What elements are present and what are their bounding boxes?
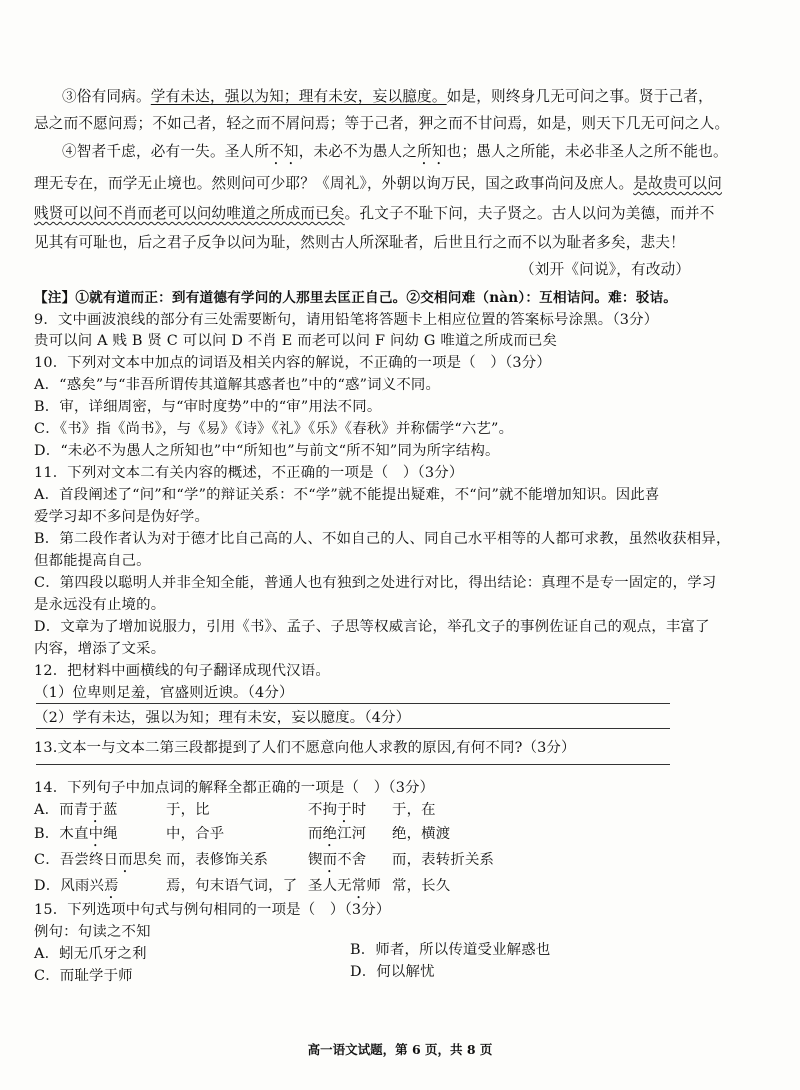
option-letter: A． [34, 802, 60, 818]
sentence-part: 而青 [59, 802, 89, 818]
question-15-example: 例句：句读之不知 [34, 924, 151, 940]
q14-option-c [34, 848, 162, 876]
q14-option-b [34, 822, 118, 850]
sentence-part: 蓝 [102, 802, 118, 818]
dotted-word: 而 [322, 852, 338, 868]
passage-text: 如是，则终身几无可问之事。贤于己者， [446, 88, 713, 105]
wavy-underlined-text: 贱贤可以问不肖而老可以问幼唯道之所成而已矣 [34, 205, 345, 222]
dotted-word: 所知 [417, 143, 447, 160]
sentence-part: 时 [351, 802, 367, 818]
q14-c-gloss-1: 而，表修饰关系 [166, 852, 269, 868]
question-11-option-d-cont: 内容，增添了文采。 [34, 641, 166, 657]
sentence-part: 吾尝终日 [59, 852, 119, 868]
question-11-option-b: B．第二段作者认为对于德才比自己高的人、不如自己的人、同自己水平相等的人都可求教，虽然收获相异， [34, 531, 731, 547]
sentence-part: 师 [366, 878, 381, 894]
annotation-note: 【注】①就有道而正：到有道德有学问的人那里去匡正自己。②交相问难（nàn）：互相诘问。难：驳诘。 [34, 290, 678, 306]
passage-line-2: 忌之而不愿问焉；不如己者，轻之而不屑问焉；等于己者，狎之而不甘问焉，如是，则天下几无可问之人。 [34, 115, 730, 132]
question-11-option-a: A．首段阐述了“问”和“学”的辩证关系：不“学”就不能提出疑难，不“问”就不能增加知识。因此喜 [34, 487, 660, 503]
question-11-option-a-cont: 爱学习却不多问是伪好学。 [34, 509, 210, 525]
passage-line-4 [34, 172, 722, 193]
dotted-word: 绝 [322, 826, 338, 842]
dotted-word: 而 [118, 852, 133, 868]
question-9: 9．文中画波浪线的部分有三处需要断句，请用铅笔将答题卡上相应位置的答案标号涂黑。（3分） [34, 312, 659, 328]
answer-line[interactable] [36, 764, 670, 765]
question-12-part-1: （1）位卑则足羞，官盛则近谀。（4分） [34, 685, 294, 701]
dotted-word: 于 [337, 802, 352, 818]
question-12: 12．把材料中画横线的句子翻译成现代汉语。 [34, 663, 330, 679]
question-10-option-b: B．审，详细周密，与“审时度势”中的“审”用法不同。 [34, 399, 382, 415]
question-15-option-d: D．何以解忧 [350, 964, 435, 980]
question-14: 14．下列句子中加点词的解释全都正确的一项是（ ）（3分） [34, 780, 435, 796]
passage-text: 也；愚人之所能，未必非圣人之所不能也。 [446, 143, 728, 160]
question-15-option-a: A．蚓无爪牙之利 [34, 946, 147, 962]
question-10: 10．下列对文本中加点的词语及相关内容的解说，不正确的一项是（ ）（3分） [34, 355, 551, 371]
dotted-word: 不知 [269, 143, 299, 160]
passage-text: 理无专在，而学无止境也。然则问可少耶？《周礼》，外朝以询万民，国之政事尚问及庶人。 [34, 175, 634, 192]
passage-line-6: 见其有可耻也，后之君子反争以问为耻，然则古人所深耻者，后世且行之而不以为耻者多矣，悲夫！ [34, 234, 685, 251]
passage-source: （刘开《问说》，有改动） [520, 261, 691, 278]
question-11: 11．下列对文本二有关内容的概述，不正确的一项是（ ）（3分） [34, 465, 464, 481]
q14-d-gloss-2: 常，长久 [392, 878, 451, 894]
passage-text: ，未必不为愚人之 [298, 143, 418, 160]
q14-c-gloss-2: 而，表转折关系 [392, 852, 495, 868]
answer-line[interactable] [36, 703, 670, 704]
passage-line-5 [34, 202, 715, 223]
sentence-part: 木直 [59, 826, 89, 842]
question-11-option-c: C．第四段以聪明人并非全知全能，普通人也有独到之处进行对比，得出结论：真理不是专一固定的，学习 [34, 575, 717, 591]
sentence-part: 不拘 [308, 802, 338, 818]
passage-text: 。孔文子不耻下问，夫子贤之。古人以问为美德，而并不 [344, 205, 715, 222]
passage-line-3 [62, 140, 728, 168]
question-12-part-2: （2）学有未达，强以为知；理有未安，妄以臆度。（4分） [34, 710, 411, 726]
option-letter: C． [34, 852, 60, 868]
question-11-option-b-cont: 但都能提高自己。 [34, 553, 151, 569]
question-9-text: 贵可以问 A 贱 B 贤 C 可以问 D 不肖 E 而老可以问 F 问幼 G 唯道之所成而已矣 [34, 333, 558, 349]
question-15: 15．下列选项中句式与例句相同的一项是（ ）（3分） [34, 902, 391, 918]
question-15-option-c: C．而耻学于师 [34, 968, 133, 984]
sentence-part: 锲 [308, 852, 323, 868]
q14-b-gloss-2: 绝，横渡 [392, 826, 451, 842]
passage-text: ③俗有同病。 [62, 88, 151, 105]
q14-c-sentence-2 [308, 848, 366, 876]
question-11-option-c-cont: 是永远没有止境的。 [34, 597, 166, 613]
dotted-word: 于 [88, 802, 103, 818]
wavy-underlined-text: 是故贵可以问 [633, 175, 723, 192]
question-10-option-d: D．“未必不为愚人之所知也”中“所知也”与前文“所不知”同为所字结构。 [34, 443, 500, 459]
option-letter: B． [34, 826, 60, 842]
page-footer: 高一语文试题，第 6 页，共 8 页 [307, 1042, 493, 1057]
passage-text: ④智者千虑，必有一失。圣人所 [62, 143, 270, 160]
sentence-part: 圣人无 [308, 878, 352, 894]
dotted-word: 焉 [104, 878, 119, 894]
q14-a-gloss-2: 于，在 [392, 802, 436, 818]
question-13: 13.文本一与文本二第三段都提到了人们不愿意向他人求教的原因,有何不同?（3分） [34, 740, 576, 756]
question-15-option-b: B．师者，所以传道受业解惑也 [350, 942, 551, 958]
question-10-option-c: C．《书》指《尚书》，与《易》《诗》《礼》《乐》《春秋》并称儒学“六艺”。 [34, 421, 514, 437]
q14-d-gloss-1: 焉，句末语气词，了 [166, 878, 298, 894]
sentence-part: 绳 [103, 826, 118, 842]
option-letter: D． [34, 878, 61, 894]
q14-b-sentence-2 [308, 822, 366, 850]
answer-line[interactable] [36, 728, 670, 729]
sentence-part: 江河 [337, 826, 367, 842]
q14-a-gloss-1: 于，比 [166, 802, 210, 818]
passage-line-1 [62, 85, 713, 106]
question-11-option-d: D．文章为了增加说服力，引用《书》、孟子、子思等权威言论，举孔文子的事例佐证自己的观点，丰富了 [34, 619, 710, 635]
sentence-part: 思矣 [132, 852, 162, 868]
underlined-sentence: 学有未达，强以为知；理有未安，妄以臆度。 [150, 88, 447, 105]
dotted-word: 中 [88, 826, 104, 842]
sentence-part: 风雨兴 [60, 878, 105, 894]
question-10-option-a: A．“惑矣”与“非吾所谓传其道解其惑者也”中的“惑”词义不同。 [34, 377, 441, 393]
q14-b-gloss-1: 中，合乎 [166, 826, 225, 842]
sentence-part: 而 [308, 826, 323, 842]
sentence-part: 不舍 [337, 852, 367, 868]
dotted-word: 常 [351, 878, 367, 894]
